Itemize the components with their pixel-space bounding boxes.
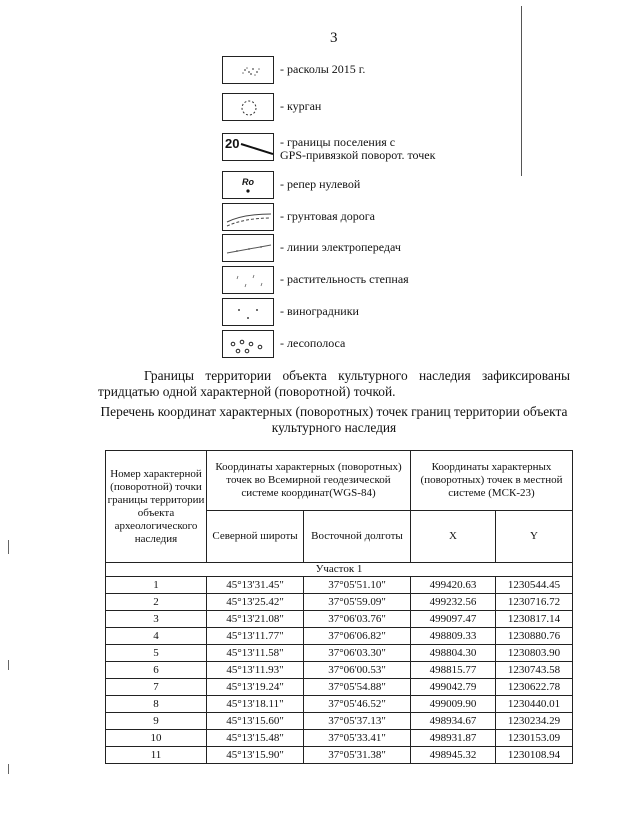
x-cell: 498815.77 <box>411 662 496 679</box>
steppe-vegetation-icon <box>222 266 274 294</box>
longitude-cell: 37°06'00.53" <box>304 662 411 679</box>
legend-item <box>222 298 582 330</box>
legend-item <box>222 93 582 125</box>
y-cell: 1230544.45 <box>496 577 573 594</box>
longitude-cell: 37°05'54.88" <box>304 679 411 696</box>
point-number-cell: 9 <box>106 713 207 730</box>
x-cell: 499232.56 <box>411 594 496 611</box>
x-cell: 498809.33 <box>411 628 496 645</box>
legend-item <box>222 234 582 266</box>
latitude-cell: 45°13'15.48" <box>207 730 304 747</box>
coordinates-table <box>105 450 573 764</box>
latitude-cell: 45°13'19.24" <box>207 679 304 696</box>
legend-item <box>222 133 582 165</box>
x-cell: 498931.87 <box>411 730 496 747</box>
boundary-point-icon <box>222 133 274 161</box>
dirt-road-icon <box>222 203 274 231</box>
latitude-cell: 45°13'15.90" <box>207 747 304 764</box>
vineyard-icon <box>222 298 274 326</box>
excavation-pattern-icon <box>222 56 274 84</box>
forest-belt-icon <box>222 330 274 358</box>
table-row <box>106 713 573 730</box>
longitude-cell: 37°05'59.09" <box>304 594 411 611</box>
table-row <box>106 730 573 747</box>
point-number-cell: 3 <box>106 611 207 628</box>
table-row <box>106 611 573 628</box>
latitude-cell: 45°13'25.42" <box>207 594 304 611</box>
longitude-cell: 37°06'03.76" <box>304 611 411 628</box>
x-cell: 498945.32 <box>411 747 496 764</box>
y-cell: 1230743.58 <box>496 662 573 679</box>
table-row <box>106 679 573 696</box>
x-cell: 499009.90 <box>411 696 496 713</box>
y-cell: 1230803.90 <box>496 645 573 662</box>
legend-label: - лесополоса <box>280 336 346 350</box>
point-number-header: Номер характерной (поворотной) точки границы территории объекта археологического наследия <box>106 451 207 563</box>
section-header: Участок 1 <box>106 563 573 577</box>
legend-label: - виноградники <box>280 304 359 318</box>
longitude-cell: 37°05'51.10" <box>304 577 411 594</box>
point-number-cell: 1 <box>106 577 207 594</box>
y-cell: 1230108.94 <box>496 747 573 764</box>
x-header: X <box>411 511 496 563</box>
x-cell: 498934.67 <box>411 713 496 730</box>
table-title: Перечень координат характерных (поворотных) точек границ территории объекта культурного наследия <box>100 404 568 435</box>
y-cell: 1230622.78 <box>496 679 573 696</box>
msk23-group-header: Координаты характерных (поворотных) точек в местной системе (МСК-23) <box>411 451 573 511</box>
y-cell: 1230440.01 <box>496 696 573 713</box>
table-row <box>106 628 573 645</box>
latitude-cell: 45°13'11.58" <box>207 645 304 662</box>
scan-edge-mark <box>8 660 9 670</box>
x-cell: 499420.63 <box>411 577 496 594</box>
scan-edge-mark <box>8 540 9 554</box>
y-cell: 1230716.72 <box>496 594 573 611</box>
latitude-cell: 45°13'21.08" <box>207 611 304 628</box>
legend-label: - репер нулевой <box>280 177 361 191</box>
kurgan-circle-icon <box>222 93 274 121</box>
svg-text:20: 20 <box>225 136 240 151</box>
power-line-icon <box>222 234 274 262</box>
longitude-cell: 37°05'33.41" <box>304 730 411 747</box>
latitude-cell: 45°13'31.45" <box>207 577 304 594</box>
table-row <box>106 662 573 679</box>
y-header: Y <box>496 511 573 563</box>
latitude-cell: 45°13'11.93" <box>207 662 304 679</box>
longitude-cell: 37°05'46.52" <box>304 696 411 713</box>
point-number-cell: 6 <box>106 662 207 679</box>
y-cell: 1230817.14 <box>496 611 573 628</box>
longitude-cell: 37°05'31.38" <box>304 747 411 764</box>
longitude-cell: 37°05'37.13" <box>304 713 411 730</box>
y-cell: 1230880.76 <box>496 628 573 645</box>
page-number: 3 <box>330 30 338 46</box>
table-row <box>106 594 573 611</box>
x-cell: 499042.79 <box>411 679 496 696</box>
table-row <box>106 696 573 713</box>
point-number-cell: 7 <box>106 679 207 696</box>
longitude-cell: 37°06'03.30" <box>304 645 411 662</box>
point-number-cell: 11 <box>106 747 207 764</box>
legend-item <box>222 266 582 298</box>
legend-label: - растительность степная <box>280 272 409 286</box>
latitude-header: Северной широты <box>207 511 304 563</box>
legend-label: - линии электропередач <box>280 240 401 254</box>
y-cell: 1230234.29 <box>496 713 573 730</box>
point-number-cell: 10 <box>106 730 207 747</box>
point-number-cell: 8 <box>106 696 207 713</box>
table-row <box>106 747 573 764</box>
legend-label <box>280 136 435 162</box>
point-number-cell: 2 <box>106 594 207 611</box>
legend-label: - курган <box>280 99 322 113</box>
x-cell: 499097.47 <box>411 611 496 628</box>
legend-label-line: GPS-привязкой поворот. точек <box>280 148 436 162</box>
scan-edge-mark <box>8 764 9 774</box>
legend-label: - расколы 2015 г. <box>280 62 366 76</box>
legend-item <box>222 171 582 203</box>
benchmark-icon <box>222 171 274 199</box>
longitude-header: Восточной долготы <box>304 511 411 563</box>
legend-item <box>222 330 582 362</box>
longitude-cell: 37°06'06.82" <box>304 628 411 645</box>
boundary-paragraph: Границы территории объекта культурного наследия зафиксированы тридцатью одной характерной (поворотной) точкой. <box>98 368 570 399</box>
table-row <box>106 577 573 594</box>
legend-label: - грунтовая дорога <box>280 209 375 223</box>
x-cell: 498804.30 <box>411 645 496 662</box>
legend-label-line: - границы поселения с <box>280 135 396 149</box>
latitude-cell: 45°13'11.77" <box>207 628 304 645</box>
legend-item <box>222 203 582 235</box>
wgs84-group-header: Координаты характерных (поворотных) точек во Всемирной геодезической системе координат(WGS-84) <box>207 451 411 511</box>
legend-item <box>222 56 582 88</box>
latitude-cell: 45°13'18.11" <box>207 696 304 713</box>
svg-text:Ro: Ro <box>242 177 254 187</box>
point-number-cell: 4 <box>106 628 207 645</box>
table-row <box>106 645 573 662</box>
y-cell: 1230153.09 <box>496 730 573 747</box>
point-number-cell: 5 <box>106 645 207 662</box>
latitude-cell: 45°13'15.60" <box>207 713 304 730</box>
